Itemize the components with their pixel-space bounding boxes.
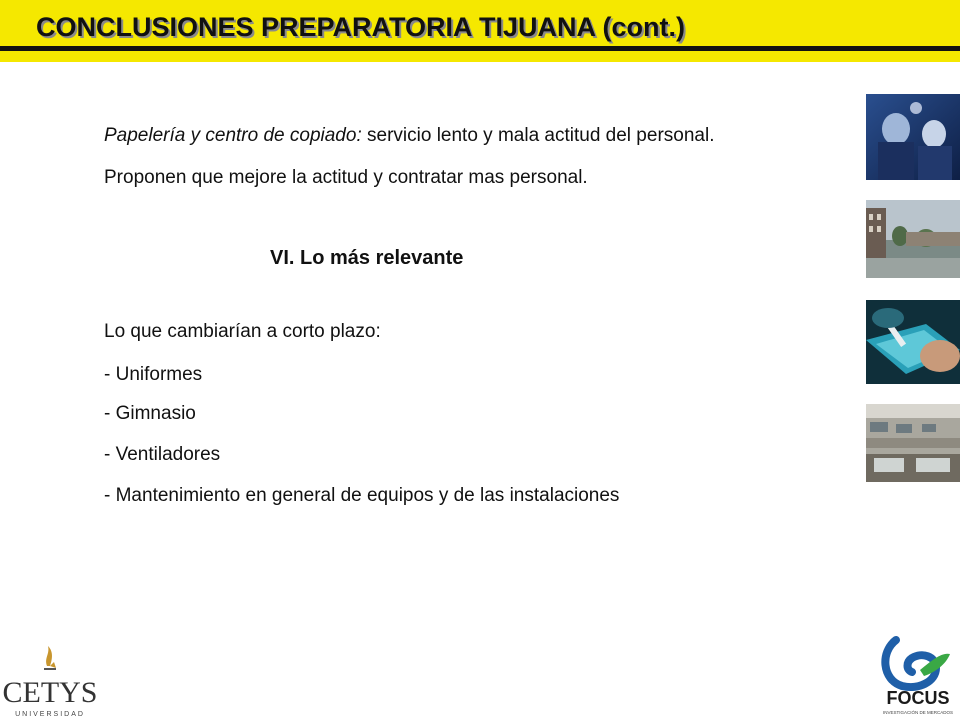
paragraph-proposal: Proponen que mejore la actitud y contratar mas personal. (104, 167, 588, 188)
list-item: - Mantenimiento en general de equipos y de las instalaciones (104, 485, 620, 506)
cetys-logo-sub: UNIVERSIDAD (15, 711, 85, 718)
list-item: - Ventiladores (104, 444, 221, 465)
photo-lab-image (866, 404, 960, 482)
copy-center-comment: servicio lento y mala actitud del personal. (361, 125, 715, 146)
focus-logo (876, 630, 960, 720)
focus-logo-sub: INVESTIGACIÓN DE MERCADOS (882, 710, 954, 715)
cetys-logo-name: CETYS (2, 676, 98, 709)
paragraph-copy-center (104, 125, 714, 147)
slide-title: CONCLUSIONES PREPARATORIA TIJUANA (cont.) (36, 12, 686, 42)
list-item: - Gimnasio (104, 403, 196, 424)
copy-center-label: Papelería y centro de copiado: (104, 125, 362, 146)
section-heading: VI. Lo más relevante (270, 247, 464, 269)
title-divider (0, 46, 960, 51)
list-item: - Uniformes (104, 364, 203, 385)
focus-logo-name: FOCUS (886, 688, 950, 708)
photo-writing-image (866, 300, 960, 384)
cetys-logo (0, 640, 100, 720)
photo-campus-image (866, 200, 960, 278)
photo-students-image (866, 94, 960, 180)
list-intro: Lo que cambiarían a corto plazo: (104, 321, 381, 342)
